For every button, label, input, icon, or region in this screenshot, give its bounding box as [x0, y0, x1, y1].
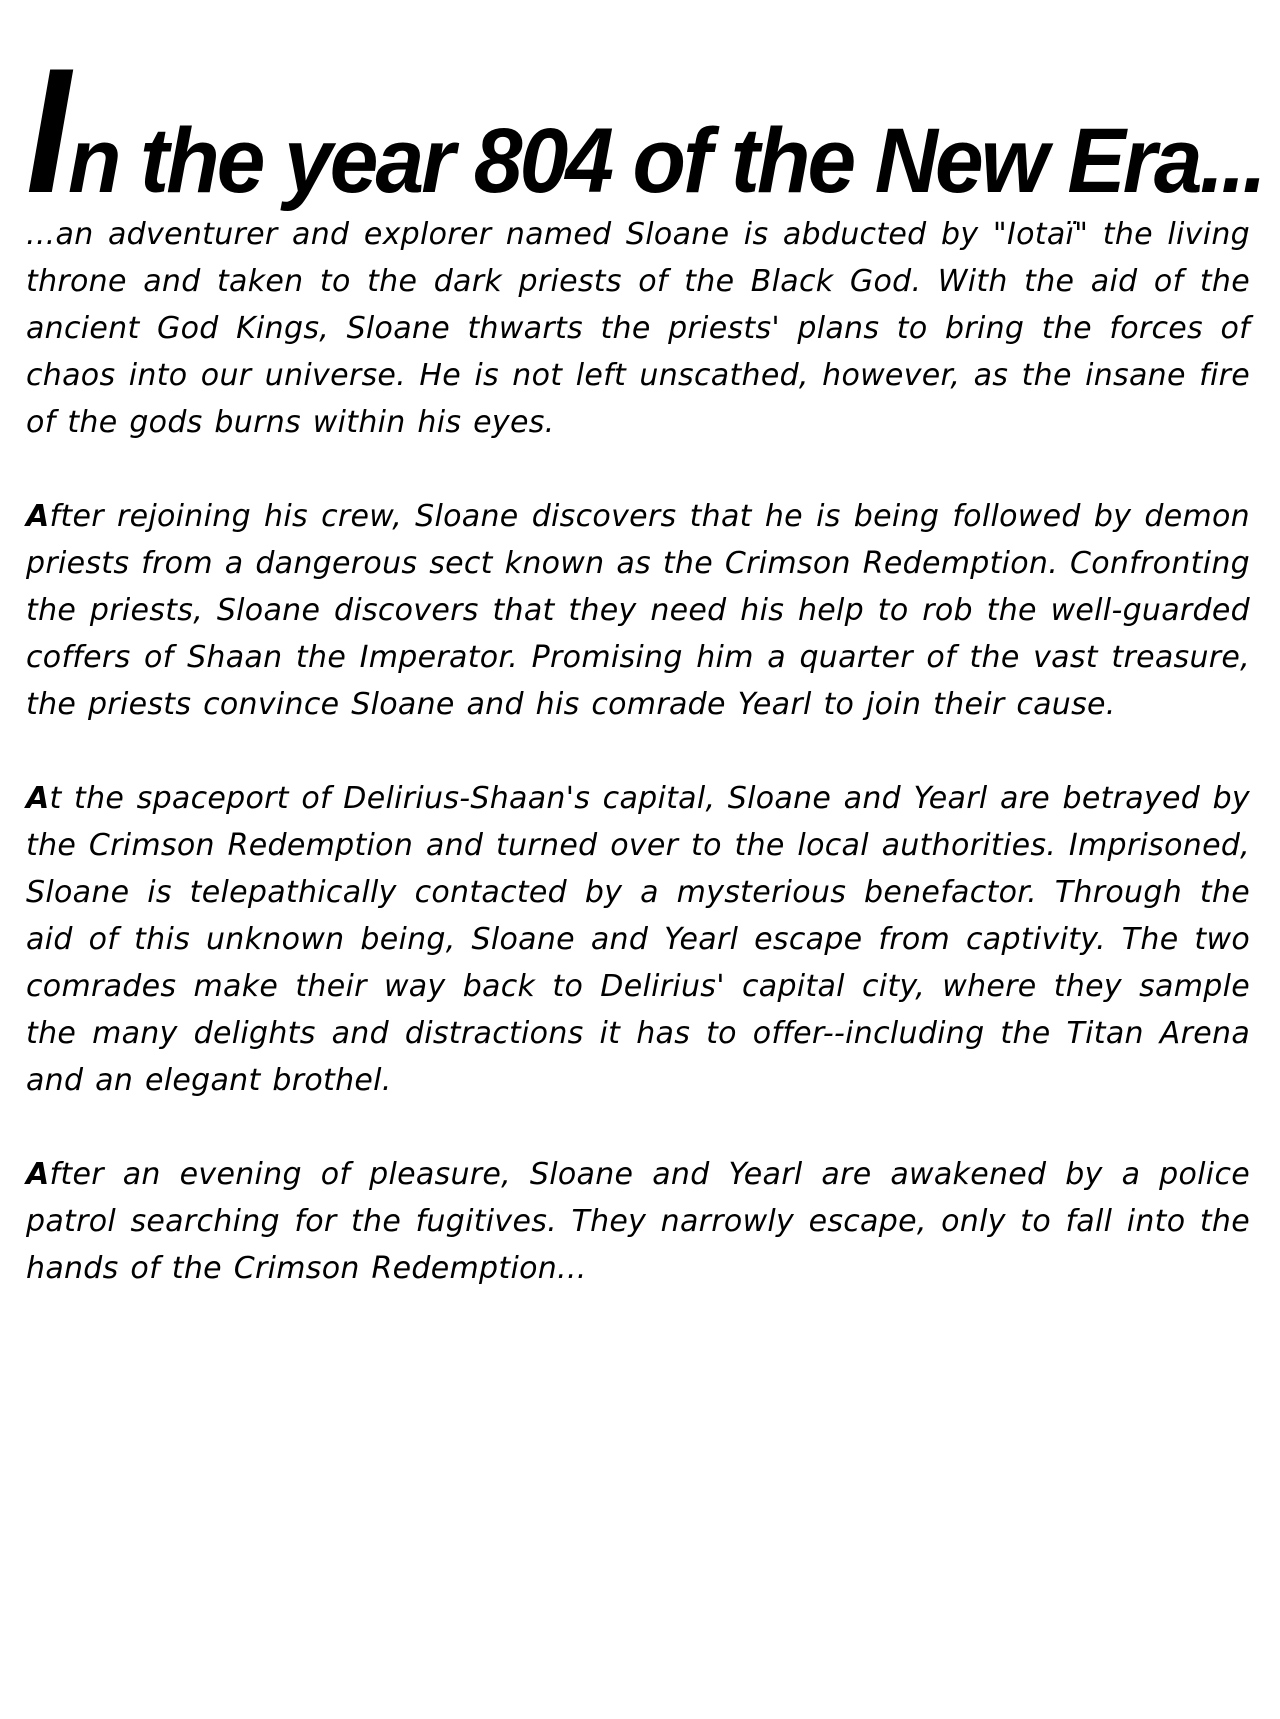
paragraph-4 [26, 1151, 1250, 1292]
paragraph-3 [26, 775, 1250, 1104]
headline [26, 31, 1265, 230]
paragraph-1 [26, 211, 1250, 446]
paragraph-text: fter rejoining his crew, Sloane discovers that he is being followed by demon priests from a dangerous sect known as the Crimson Redemption. Confronting the priests, Sloane discovers that they need his help to rob the well-guarded coffers of Shaan the Imperator. Promising him a quarter of the vast treasure, the priests convince Sloane and his comrade Yearl to join their cause. [26, 499, 1250, 722]
headline-text: n the year 804 of the New Era... [68, 110, 1265, 212]
paragraph-text: t the spaceport of Delirius-Shaan's capital, Sloane and Yearl are betrayed by the Crimson Redemption and turned over to the local authorities. Imprisoned, Sloane is telepathically contacted by a mysterious benefactor. Through the aid of this unknown being, Sloane and Yearl escape from captivity. The two comrades make their way back to Delirius' capital city, where they sample the many delights and distractions it has to offer--including the Titan Arena and an elegant brothel. [26, 781, 1250, 1098]
headline-drop-cap: I [26, 31, 68, 230]
paragraph-text: fter an evening of pleasure, Sloane and Yearl are awakened by a police patrol searching for the fugitives. They narrowly escape, only to fall into the hands of the Crimson Redemption... [26, 1157, 1250, 1286]
paragraph-lead: A [26, 781, 50, 816]
paragraph-text: ...an adventurer and explorer named Sloane is abducted by "Iotaï" the living throne and taken to the dark priests of the Black God. With the aid of the ancient God Kings, Sloane thwarts the priests' plans to bring the forces of chaos into our universe. He is not left unscathed, however, as the insane fire of the gods burns within his eyes. [26, 217, 1250, 440]
recap-page [26, 31, 1265, 1292]
paragraph-lead: A [26, 499, 50, 534]
paragraph-2 [26, 493, 1250, 728]
paragraph-lead: A [26, 1157, 50, 1192]
